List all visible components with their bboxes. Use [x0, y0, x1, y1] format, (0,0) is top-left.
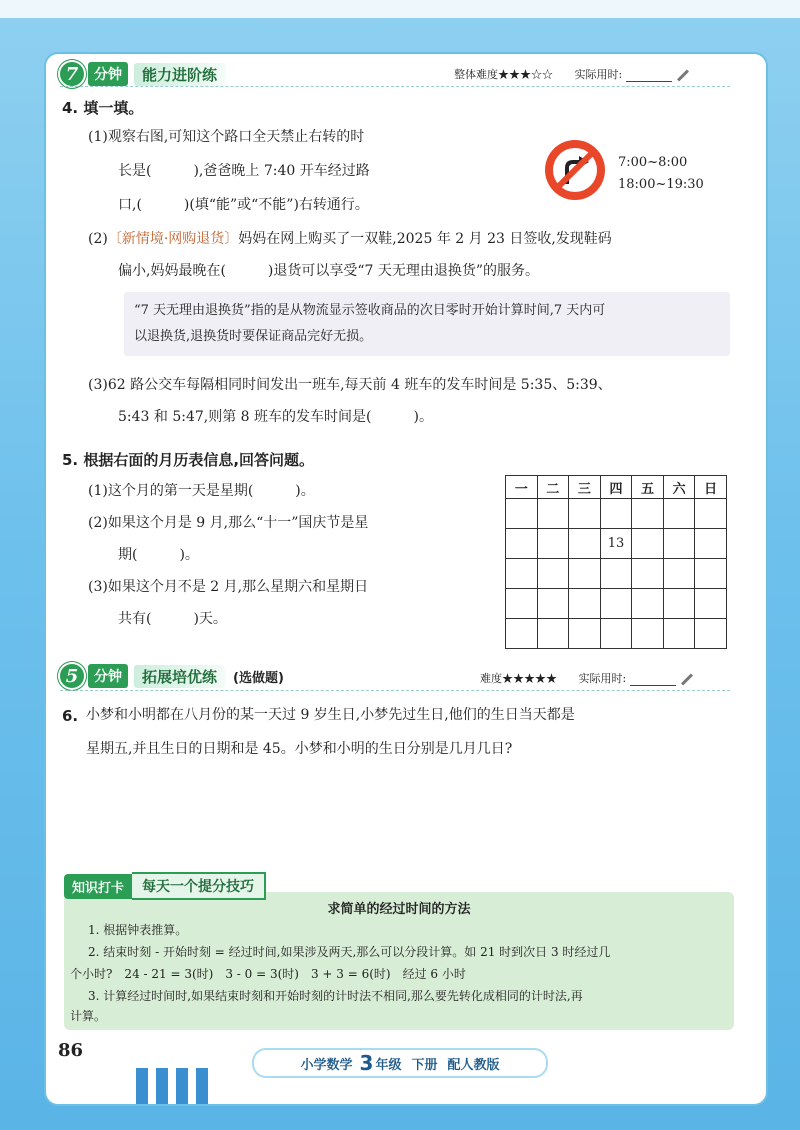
tip-line3: 个小时? 24 - 21 = 3(时) 3 - 0 = 3(时) 3 + 3 = 6(时) 经过 6 小时 [70, 967, 466, 981]
tip-line1: 1. 根据钟表推算。 [88, 923, 188, 937]
note-line1: “7 天无理由退换货”指的是从物流显示签收商品的次日零时开始计算时间,7 天内可 [134, 303, 606, 318]
q5-line5: 共有( )天。 [118, 611, 227, 627]
question-4-label: 4. 填一填。 [62, 99, 144, 117]
difficulty-rating: 整体难度★★★☆☆ [454, 68, 553, 81]
calendar-row [506, 529, 727, 559]
footer-grade-number: 3 [359, 1051, 374, 1075]
no-right-turn-sign-icon [545, 140, 605, 200]
section-header-7 [60, 62, 225, 86]
calendar-cell-13: 13 [600, 529, 632, 559]
question-5-label: 5. 根据右面的月历表信息,回答问题。 [62, 451, 315, 469]
difficulty-rating: 难度★★★★★ [480, 672, 557, 685]
q5-line1: (1)这个月的第一天是星期( )。 [88, 483, 315, 499]
tip-line2: 2. 结束时刻 - 开始时刻 = 经过时间,如果涉及两天,那么可以分段计算。如 21 时到次日 3 时经过几 [88, 945, 611, 959]
section-header-5 [60, 664, 284, 688]
tip-subtitle: 每天一个提分技巧 [132, 872, 266, 900]
weekday-mon: 一 [506, 476, 538, 499]
decorative-bars [136, 1068, 216, 1108]
month-calendar [505, 475, 727, 649]
weekday-sun: 日 [695, 476, 727, 499]
optional-tag: (选做题) [233, 670, 284, 686]
footer-subject: 小学数学 [300, 1057, 353, 1073]
top-strip [0, 0, 800, 18]
calendar-row [506, 619, 727, 649]
minutes-tag: 分钟 [88, 62, 128, 86]
calendar-header-row [506, 476, 727, 499]
q6-line2: 星期五,并且生日的日期和是 45。小梦和小明的生日分别是几月几日? [86, 741, 513, 757]
weekday-tue: 二 [537, 476, 569, 499]
time-used-label: 实际用时: [574, 68, 623, 81]
footer-term: 下册 [411, 1057, 438, 1073]
tip-box [64, 892, 734, 1030]
section-title: 拓展培优练 [134, 665, 225, 688]
q4-p1-line2: 长是( ),爸爸晚上 7:40 开车经过路 [118, 163, 370, 179]
restriction-times [618, 152, 704, 196]
section-number: 7 [60, 62, 84, 86]
note-line2: 以退换货,退换货时要保证商品完好无损。 [134, 329, 373, 344]
weekday-sat: 六 [663, 476, 695, 499]
q6-line1: 小梦和小明都在八月份的某一天过 9 岁生日,小梦先过生日,他们的生日当天都是 [86, 707, 575, 723]
tip-tag: 知识打卡 [64, 874, 132, 899]
calendar-row [506, 499, 727, 529]
time-range-morning: 7:00~8:00 [618, 155, 688, 170]
calendar-row [506, 589, 727, 619]
footer-grade: 年级 [375, 1057, 402, 1073]
tip-title: 求简单的经过时间的方法 [327, 902, 471, 917]
book-footer [252, 1048, 548, 1078]
return-policy-note [124, 292, 730, 356]
pencil-icon [681, 673, 693, 685]
context-tag: 〔新情境·网购退货〕 [107, 231, 239, 247]
time-range-evening: 18:00~19:30 [618, 177, 704, 192]
section-meta-5 [480, 670, 694, 686]
q4-p3-line2: 5:43 和 5:47,则第 8 班车的发车时间是( )。 [118, 409, 433, 425]
q5-line3: 期( )。 [118, 547, 199, 563]
weekday-wed: 三 [569, 476, 601, 499]
tip-line4: 3. 计算经过时间时,如果结束时刻和开始时刻的计时法不相同,那么要先转化成相同的计时法,再 [88, 989, 583, 1003]
time-used-field[interactable] [630, 685, 676, 686]
q4-p3-line1: (3)62 路公交车每隔相同时间发出一班车,每天前 4 班车的发车时间是 5:35、5:39、 [88, 377, 612, 393]
q4-p1-line3: 口,( )(填“能”或“不能”)右转通行。 [118, 197, 369, 213]
section-meta-7 [454, 66, 690, 82]
section-title: 能力进阶练 [134, 63, 225, 86]
weekday-fri: 五 [632, 476, 664, 499]
q5-line2: (2)如果这个月是 9 月,那么“十一”国庆节是星 [88, 515, 369, 531]
q4-p2-line2: 偏小,妈妈最晚在( )退货可以享受“7 天无理由退换货”的服务。 [118, 263, 540, 279]
minutes-tag: 分钟 [88, 664, 128, 688]
pencil-icon [677, 69, 689, 81]
calendar-row [506, 559, 727, 589]
question-6-label: 6. [62, 707, 79, 725]
tip-header [64, 872, 266, 900]
divider [60, 86, 730, 87]
page-number: 86 [58, 1040, 84, 1061]
time-used-field[interactable] [626, 81, 672, 82]
tip-line5: 计算。 [70, 1009, 107, 1023]
weekday-thu: 四 [600, 476, 632, 499]
q5-line4: (3)如果这个月不是 2 月,那么星期六和星期日 [88, 579, 369, 595]
q4-p2-line1: (2)〔新情境·网购退货〕妈妈在网上购买了一双鞋,2025 年 2 月 23 日签收,发现鞋码 [88, 231, 612, 247]
footer-edition: 配人教版 [447, 1057, 500, 1073]
divider [60, 690, 730, 691]
q4-p1-line1: (1)观察右图,可知这个路口全天禁止右转的时 [88, 129, 365, 145]
time-used-label: 实际用时: [578, 672, 627, 685]
section-number: 5 [60, 664, 84, 688]
